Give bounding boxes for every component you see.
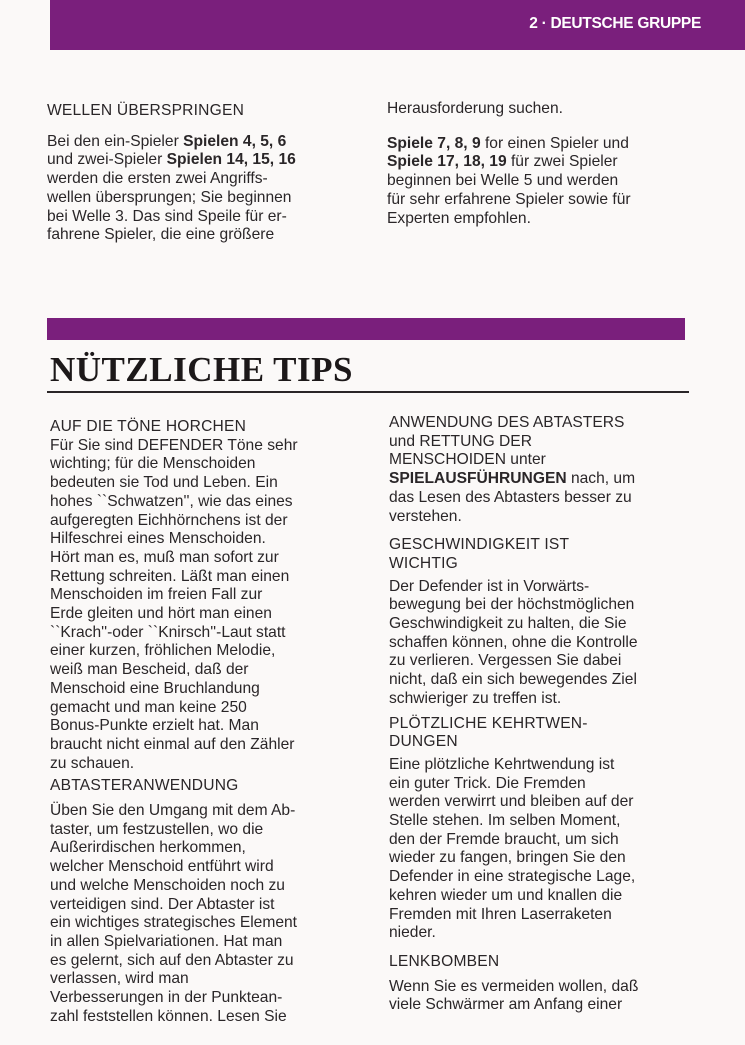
text-line: ein guter Trick. Die Fremden [389,774,586,792]
text-line: bedeuten sie Tod und Leben. Ein [50,474,278,492]
left-column [50,418,370,1027]
text-line: werden die ersten zwei Angriffs- [47,170,268,188]
text-line: zu schauen. [50,754,135,772]
text-line: Menschoid eine Bruchlandung [50,679,260,697]
text-line: verlassen, wird man [50,970,189,988]
heading-lenkbomben: LENKBOMBEN [389,952,500,970]
text-line: Spiele 7, 8, 9 for einen Spieler und [387,134,629,152]
text-line: gemacht und man keine 250 [50,698,247,716]
text-line: Herausforderung suchen. [387,100,563,117]
top-right-column [387,100,707,228]
title-rule [47,391,689,393]
text-line: für sehr erfahrene Spieler sowie für [387,190,631,208]
text-line: welcher Menschoid entführt wird [50,858,274,876]
text-line: Außerirdischen herkommen, [50,839,246,857]
text-line: Stelle stehen. Im selben Moment, [389,812,621,830]
text-line: es gelernt, sich auf den Abtaster zu [50,951,294,969]
text-line: zahl feststellen können. Lesen Sie [50,1007,287,1025]
text-line: zu verlieren. Vergessen Sie dabei [389,652,622,670]
text-line: und welche Menschoiden noch zu [50,876,285,894]
text-line: bei Welle 3. Das sind Speile für er- [47,207,287,225]
text-line: Defender in eine strategische Lage, [389,868,636,886]
text-line: viele Schwärmer am Anfang einer [389,996,623,1014]
section-abtaster-continued [389,414,709,526]
text-line: in allen Spielvariationen. Hat man [50,932,283,950]
text-line: MENSCHOIDEN unter [389,451,546,469]
text-line: verstehen. [389,507,462,525]
text-line: Fremden mit Ihren Laserraketen [389,905,612,923]
text-line: braucht nicht einmal auf den Zähler [50,735,295,753]
section-toene-text [50,437,370,774]
text-line: den der Fremde braucht, um sich [389,830,619,848]
section-divider-band [47,318,685,340]
text-line: Hilfeschrei eines Menschoiden. [50,530,266,548]
text-line: ANWENDUNG DES ABTASTERS [389,414,625,431]
text-line: hohes ``Schwatzen'', wie das eines [50,492,293,510]
text-line: aufgeregten Eichhörnchens ist der [50,511,288,529]
page-title: NÜTZLICHE TIPS [50,350,353,389]
text-line: werden verwirrt und bleiben auf der [389,793,634,811]
text-line: verteidigen sind. Der Abtaster ist [50,895,275,913]
top-left-text [47,133,357,245]
text-line: Der Defender ist in Vorwärts- [389,577,590,595]
text-line: Experten empfohlen. [387,209,531,227]
heading-toene: AUF DIE TÖNE HORCHEN [50,418,247,435]
text-line: Verbesserungen in der Punktean- [50,989,283,1007]
text-line: SPIELAUSFÜHRUNGEN nach, um [389,470,636,488]
text-line: Erde gleiten und hört man einen [50,605,272,623]
text-line: Für Sie sind DEFENDER Töne sehr [50,436,298,454]
heading-geschwindigkeit: GESCHWINDIGKEIT IST WICHTIG [389,536,570,572]
text-line: wellen übersprungen; Sie beginnen [47,188,292,206]
text-line: weiß man Bescheid, daß der [50,661,249,679]
section-lenkbomben-text [389,978,709,1015]
section-kehrtwendungen-text [389,756,709,943]
text-line: schaffen können, ohne die Kontrolle [389,633,638,651]
text-line: und zwei-Spieler Spielen 14, 15, 16 [47,151,296,169]
text-line: Menschoiden im freien Fall zur [50,586,263,604]
text-line: einer kurzen, fröhlichen Melodie, [50,642,276,660]
section-abtaster-text [50,802,370,1026]
text-line: ein wichtiges strategisches Element [50,914,298,932]
section-geschwindigkeit-text [389,578,709,709]
text-line: kehren wieder um und knallen die [389,886,623,904]
text-line: beginnen bei Welle 5 und werden [387,172,619,190]
heading-abtaster: ABTASTERANWENDUNG [50,777,239,795]
text-line: nieder. [389,924,436,942]
text-line: bewegung bei der höchstmöglichen [389,596,635,614]
text-line: wichting; für die Menschoiden [50,455,256,473]
text-line: Bei den ein-Spieler Spielen 4, 5, 6 [47,132,287,150]
text-line: taster, um festzustellen, wo die [50,820,264,838]
section-label: 2 · DEUTSCHE GRUPPE [529,15,701,32]
text-line: nicht, daß ein sich bewegendes Ziel [389,671,637,689]
text-line: fahrene Spieler, die eine größere [47,226,275,244]
text-line: Geschwindigkeit zu halten, die Sie [389,615,627,633]
text-line: schwieriger zu treffen ist. [389,689,562,707]
text-line: wieder zu fangen, bringen Sie den [389,849,626,867]
text-line: Wenn Sie es vermeiden wollen, daß [389,977,639,995]
text-line: Hört man es, muß man sofort zur [50,548,279,566]
text-line: Rettung schreiten. Läßt man einen [50,567,290,585]
text-line: Üben Sie den Umgang mit dem Ab- [50,802,296,820]
right-column [389,414,709,1015]
text-line: ``Krach''-oder ``Knirsch''-Laut statt [50,623,286,641]
text-line: Spiele 17, 18, 19 für zwei Spieler [387,153,618,171]
heading-kehrtwendungen: PLÖTZLICHE KEHRTWEN- DUNGEN [389,714,588,751]
heading-wellen: WELLEN ÜBERSPRINGEN [47,102,245,119]
text-line: Bonus-Punkte erzielt hat. Man [50,717,259,735]
top-left-column [47,102,357,245]
text-line: und RETTUNG DER [389,432,532,450]
text-line: Eine plötzliche Kehrtwendung ist [389,755,615,773]
text-line: das Lesen des Abtasters besser zu [389,488,632,506]
header-band [50,0,745,50]
